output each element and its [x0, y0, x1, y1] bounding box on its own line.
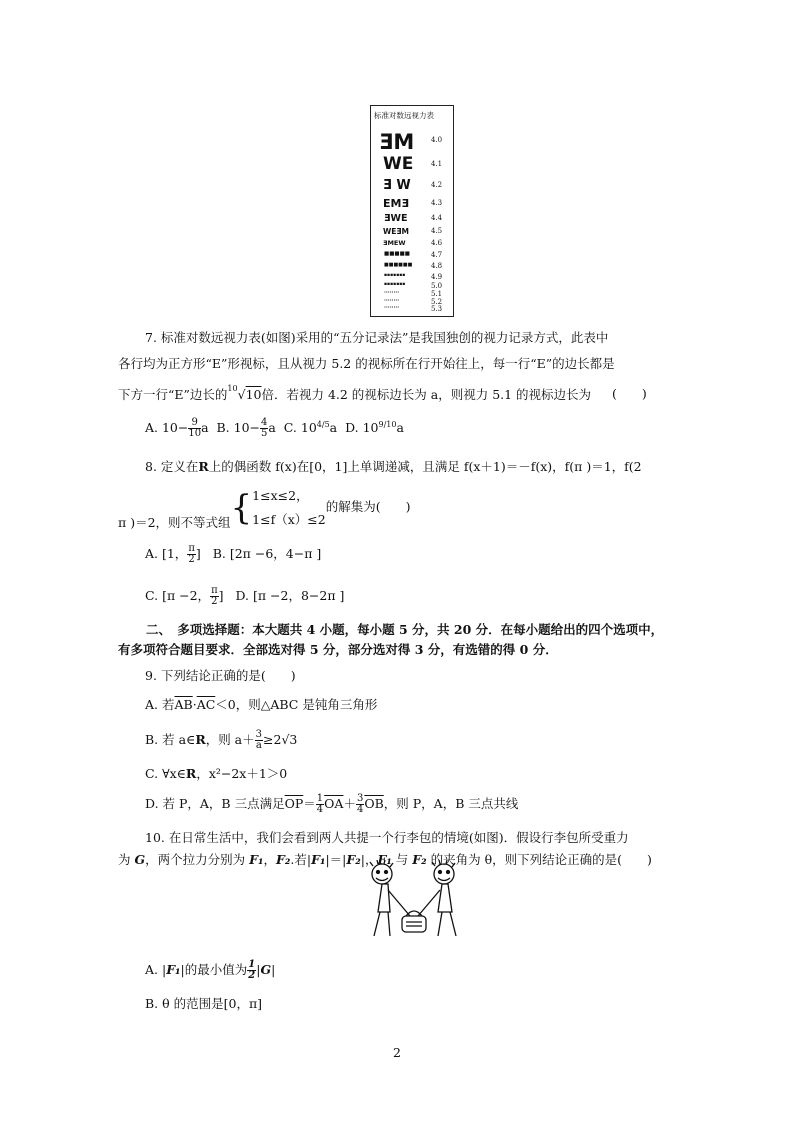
- chart-level: 4.5: [431, 227, 443, 235]
- q10-line1: 10. 在日常生活中，我们会看到两人共提一个行李包的情境(如图)．假设行李包所受重力: [145, 830, 629, 845]
- chart-glyphs: WEƎM: [383, 227, 409, 236]
- chart-row: [371, 305, 453, 313]
- chart-glyphs: Ǝ W: [383, 178, 411, 193]
- q9-option-b: B. 若 a∈R，则 a＋ $\frac{3}{a}$ ≥2√3: [145, 729, 298, 751]
- q7-line2: 各行均为正方形“E”形视标，且从视力 5.2 的视标所在行开始往上，每一行“E”的边长都是: [118, 356, 615, 371]
- q10-option-a: A. |F₁|的最小值为 $\frac{1}{2}$ |G|: [145, 959, 276, 981]
- q7-option-b: B. 10− $\frac{4}{5}$ a: [216, 417, 276, 439]
- eye-chart: [370, 105, 454, 317]
- q7-line3b: 倍．若视力 4.2 的视标边长为 a，则视力 5.1 的视标边长为: [261, 387, 592, 402]
- two-people-carrying-bag-figure: [360, 860, 468, 940]
- chart-glyphs: WE: [383, 154, 414, 174]
- chart-row: [371, 239, 453, 250]
- chart-row: [371, 178, 453, 194]
- q7-line1: 7. 标准对数远视力表(如图)采用的“五分记录法”是我国独创的视力记录方式，此表中: [145, 330, 609, 345]
- chart-glyphs: ········: [384, 298, 400, 304]
- q7-root-index: 10: [227, 384, 238, 393]
- chart-level: 4.0: [431, 136, 443, 144]
- chart-glyphs: EMƎ: [383, 197, 409, 210]
- q8-line1: 8. 定义在R上的偶函数 f(x)在[0，1]上单调递减，且满足 f(x＋1)＝－f(x)，f(π )＝1，f(2: [145, 459, 642, 474]
- q10-line2: 为 G，两个拉力分别为 F₁，F₂.若|F₁|＝|F₂|，F₁ 与 F₂ 的夹角为 θ，则下列结论正确的是( ): [118, 852, 652, 867]
- chart-row: [371, 251, 453, 261]
- chart-glyphs: ■■■■■■: [384, 262, 413, 268]
- q9-stem: 9. 下列结论正确的是( ): [145, 668, 296, 683]
- q9-option-c: C. ∀x∈R，x²−2x＋1＞0: [145, 766, 288, 781]
- q7-option-d: D. $10^{9/10}a$: [345, 419, 404, 435]
- chart-level: 5.2: [431, 298, 443, 306]
- q7-options: [145, 418, 404, 439]
- chart-level: 4.9: [431, 273, 443, 281]
- eye-chart-title: 标准对数远视力表: [374, 111, 434, 120]
- q8-options-ab: [145, 544, 321, 565]
- chart-row: [371, 197, 453, 211]
- chart-row: [371, 227, 453, 238]
- q7-root-radicand: 10: [245, 387, 262, 402]
- section2-header: 二、 多项选择题：本大题共 4 小题，每小题 5 分，共 20 分．在每小题给出的四个选项中，有多项符合题目要求．全部选对得 5 分，部分选对得 3 分，有选错的得 0 分．: [118, 622, 664, 657]
- chart-level: 4.3: [431, 199, 443, 207]
- page-number: 2: [393, 1045, 401, 1060]
- chart-level: 5.0: [431, 282, 443, 290]
- q7-line3: [118, 384, 591, 403]
- q9-option-a: A. 若$\overline{AB}\cdot\overline{AC}<0$，则△ABC 是钝角三角形: [145, 697, 378, 712]
- q10-option-b: B. θ 的范围是[0，π]: [145, 996, 263, 1011]
- brace-icon: {: [230, 487, 253, 528]
- chart-glyphs: ▪▪▪▪▪▪▪: [384, 273, 406, 278]
- q8-option-d: D. [π −2，8−2π ]: [235, 588, 345, 603]
- q7-option-a: A. 10− $\frac{9}{10}$ a: [145, 417, 209, 439]
- chart-glyphs: ········: [384, 305, 400, 311]
- q8-system-line1: 1≤x≤2，: [252, 488, 309, 503]
- chart-glyphs: ƎMEW: [383, 239, 406, 247]
- q8-option-c: C. [π −2， $\frac{\pi}{2}$ ]: [145, 585, 224, 607]
- chart-row: [371, 130, 453, 152]
- radical-icon: √: [237, 387, 246, 402]
- q7-line3a: 下方一行“E”边长的: [118, 387, 228, 402]
- chart-row: [371, 213, 453, 225]
- chart-level: 4.6: [431, 239, 443, 247]
- chart-level: 4.8: [431, 262, 443, 270]
- chart-level: 4.7: [431, 251, 443, 259]
- chart-level: 4.2: [431, 181, 443, 189]
- chart-level: 5.3: [431, 305, 443, 313]
- chart-row: [371, 273, 453, 282]
- chart-row: [371, 262, 453, 272]
- q8-line2: π )＝2，则不等式组{ 1≤x≤2， 1≤f（x）≤2 的解集为( ): [118, 484, 410, 532]
- q9-option-d: D. 若 P，A，B 三点满足$\overline{OP}=$ $\frac{1}{4}$ $\overline{OA}+$ $\frac{3}{4}$ $\overline{OB}$，则 P，A，B 三点共线: [145, 793, 519, 815]
- chart-glyphs: ƎWE: [384, 213, 408, 224]
- chart-row: [371, 290, 453, 298]
- chart-level: 4.4: [431, 214, 443, 222]
- chart-glyphs: ▪▪▪▪▪▪▪: [384, 282, 406, 287]
- chart-glyphs: ········: [384, 290, 400, 296]
- chart-level: 5.1: [431, 290, 443, 298]
- q8-options-cd: [145, 586, 344, 607]
- q8-option-b: B. [2π −6，4−π ]: [212, 546, 322, 561]
- chart-glyphs: ■■■■■: [384, 251, 410, 257]
- chart-row: [371, 154, 453, 174]
- q7-paren: ( ): [612, 386, 647, 401]
- q8-system-line2: 1≤f（x）≤2: [252, 511, 326, 527]
- chart-glyphs: ƎM: [379, 130, 415, 154]
- q7-option-c: C. $10^{4/5}a$: [283, 419, 338, 435]
- q8-option-a: A. [1， $\frac{\pi}{2}$ ]: [145, 543, 201, 565]
- chart-level: 4.1: [431, 160, 443, 168]
